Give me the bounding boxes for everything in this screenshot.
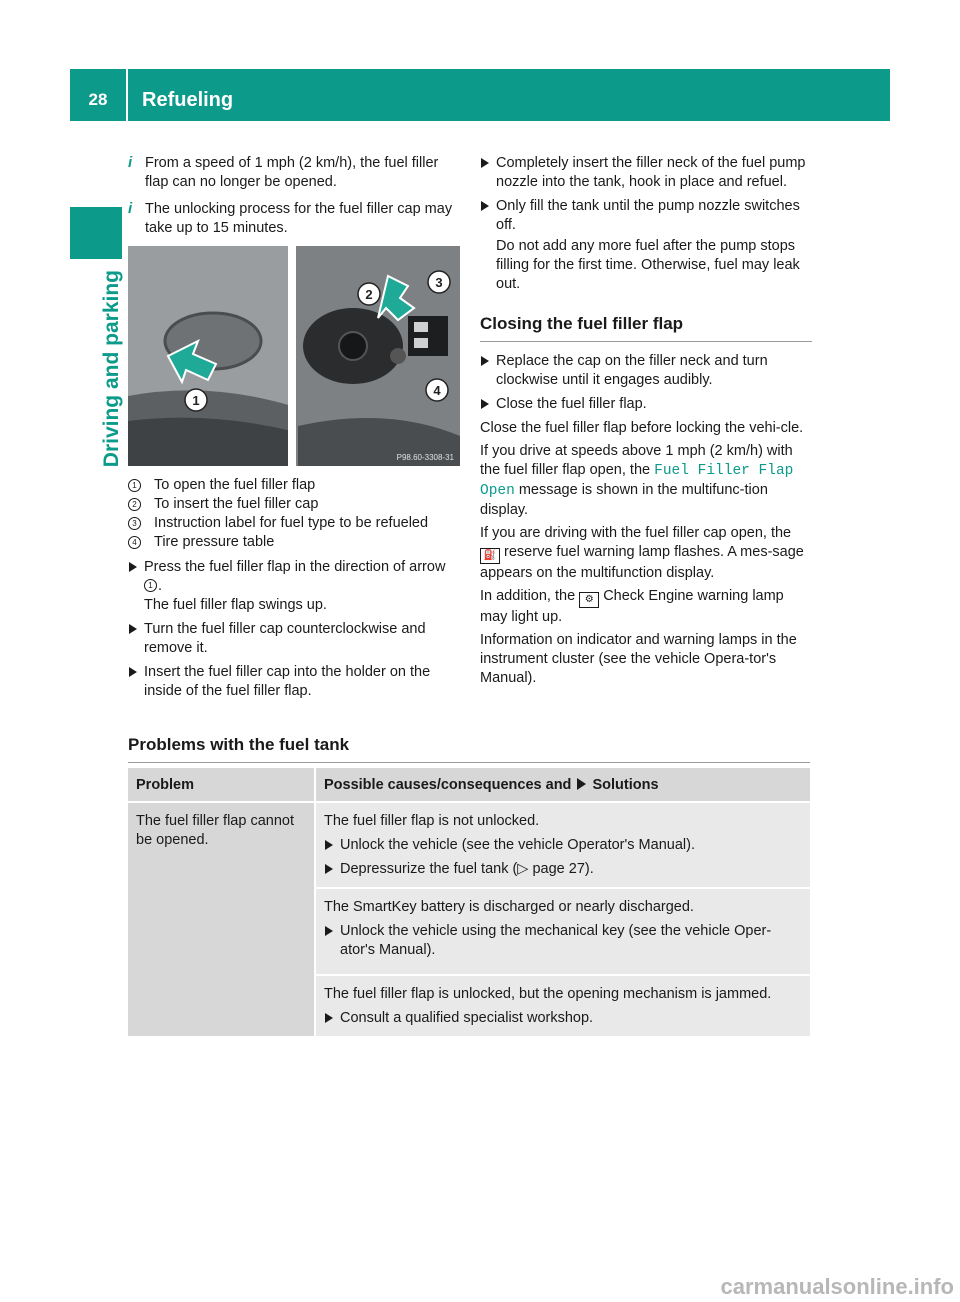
paragraph: Close the fuel filler flap before locking the vehi-cle. [480, 420, 804, 436]
svg-text:3: 3 [435, 275, 443, 290]
info-icon: i [128, 154, 133, 171]
instruction-step: Insert the fuel filler cap into the holder on the inside of the fuel filler flap. [128, 663, 460, 701]
problems-section [128, 733, 810, 763]
fuel-pump-icon: ⛽ [480, 548, 500, 564]
step-arrow-icon [481, 158, 489, 168]
instruction-step: Turn the fuel filler cap counterclockwise and remove it. [128, 620, 460, 658]
table-row [128, 802, 810, 888]
step-arrow-icon [481, 399, 489, 409]
step-arrow-icon [129, 624, 137, 634]
cause-cell: The SmartKey battery is discharged or nearly discharged. Unlock the vehicle using the mechanical key (see the vehicle Oper-ator's Manual). [315, 888, 810, 975]
fuel-filler-flap-photo [128, 246, 460, 466]
page-header [70, 69, 890, 121]
solutions-arrow-icon [577, 778, 586, 790]
problem-cell: The fuel filler flap cannot be opened. [128, 802, 315, 1036]
right-column [480, 154, 812, 688]
legend-item: 2 To insert the fuel filler cap [128, 495, 460, 514]
legend-item: 3 Instruction label for fuel type to be refueled [128, 514, 460, 533]
header-divider [126, 69, 128, 121]
paragraph: Information on indicator and warning lamps in the instrument cluster (see the vehicle Opera-tor's Manual). [480, 632, 797, 686]
sidebar-chapter-label: Driving and parking [100, 270, 123, 468]
sidebar-color-block [70, 207, 122, 259]
col-header-causes: Possible causes/consequences and Solutions [315, 768, 810, 802]
section-title: Refueling [142, 89, 234, 111]
step-arrow-icon [481, 201, 489, 211]
paragraph: If you are driving with the fuel filler cap open, the ⛽ reserve fuel warning lamp flashes. A mes-sage appears on the multifunction display. [480, 525, 804, 581]
step-arrow-icon [129, 667, 137, 677]
table-header-row [128, 768, 810, 802]
legend-item: 4 Tire pressure table [128, 533, 460, 552]
instruction-step: Completely insert the filler neck of the fuel pump nozzle into the tank, hook in place and refuel. [480, 154, 812, 192]
instruction-step: Replace the cap on the filler neck and turn clockwise until it engages audibly. [480, 352, 812, 390]
legend-item: 1 To open the fuel filler flap [128, 476, 460, 495]
instruction-step: Close the fuel filler flap. [480, 395, 812, 414]
info-icon: i [128, 200, 133, 217]
problems-table [128, 768, 810, 1036]
display-message: Fuel Filler Flap Open [480, 463, 794, 499]
svg-text:2: 2 [365, 287, 373, 302]
cause-cell: The fuel filler flap is not unlocked. Unlock the vehicle (see the vehicle Operator's Manual). Depressurize the fuel tank (▷ page 27). [315, 802, 810, 888]
step-note: Do not add any more fuel after the pump stops filling for the first time. Otherwise, fuel may leak out. [496, 238, 800, 292]
info-note: i From a speed of 1 mph (2 km/h), the fuel filler flap can no longer be opened. [128, 154, 439, 190]
svg-text:4: 4 [433, 383, 441, 398]
problems-heading: Problems with the fuel tank [128, 733, 810, 763]
step-arrow-icon [325, 840, 333, 850]
step-arrow-icon [129, 562, 137, 572]
step-arrow-icon [325, 864, 333, 874]
paragraph: In addition, the ⚙ Check Engine warning lamp may light up. [480, 588, 784, 625]
svg-text:1: 1 [192, 393, 200, 408]
instruction-step: Press the fuel filler flap in the direction of arrow 1 . The fuel filler flap swings up. [128, 558, 460, 615]
cause-cell: The fuel filler flap is unlocked, but the opening mechanism is jammed. Consult a qualified specialist workshop. [315, 975, 810, 1036]
photo-code: P98.60-3308-31 [396, 453, 454, 462]
watermark: carmanualsonline.info [720, 1274, 954, 1299]
paragraph: If you drive at speeds above 1 mph (2 km/h) with the fuel filler flap open, the Fuel Filler Flap Open message is shown in the multifunc-tion display. [480, 443, 794, 518]
instruction-step: Only fill the tank until the pump nozzle switches off. [480, 197, 812, 235]
step-arrow-icon [325, 926, 333, 936]
check-engine-icon: ⚙ [579, 592, 599, 608]
step-arrow-icon [481, 356, 489, 366]
closing-heading: Closing the fuel filler flap [480, 312, 812, 342]
col-header-problem: Problem [128, 768, 315, 802]
page-number: 28 [88, 90, 108, 109]
info-note: i The unlocking process for the fuel filler cap may take up to 15 minutes. [128, 200, 453, 236]
step-arrow-icon [325, 1013, 333, 1023]
left-column [128, 154, 460, 706]
